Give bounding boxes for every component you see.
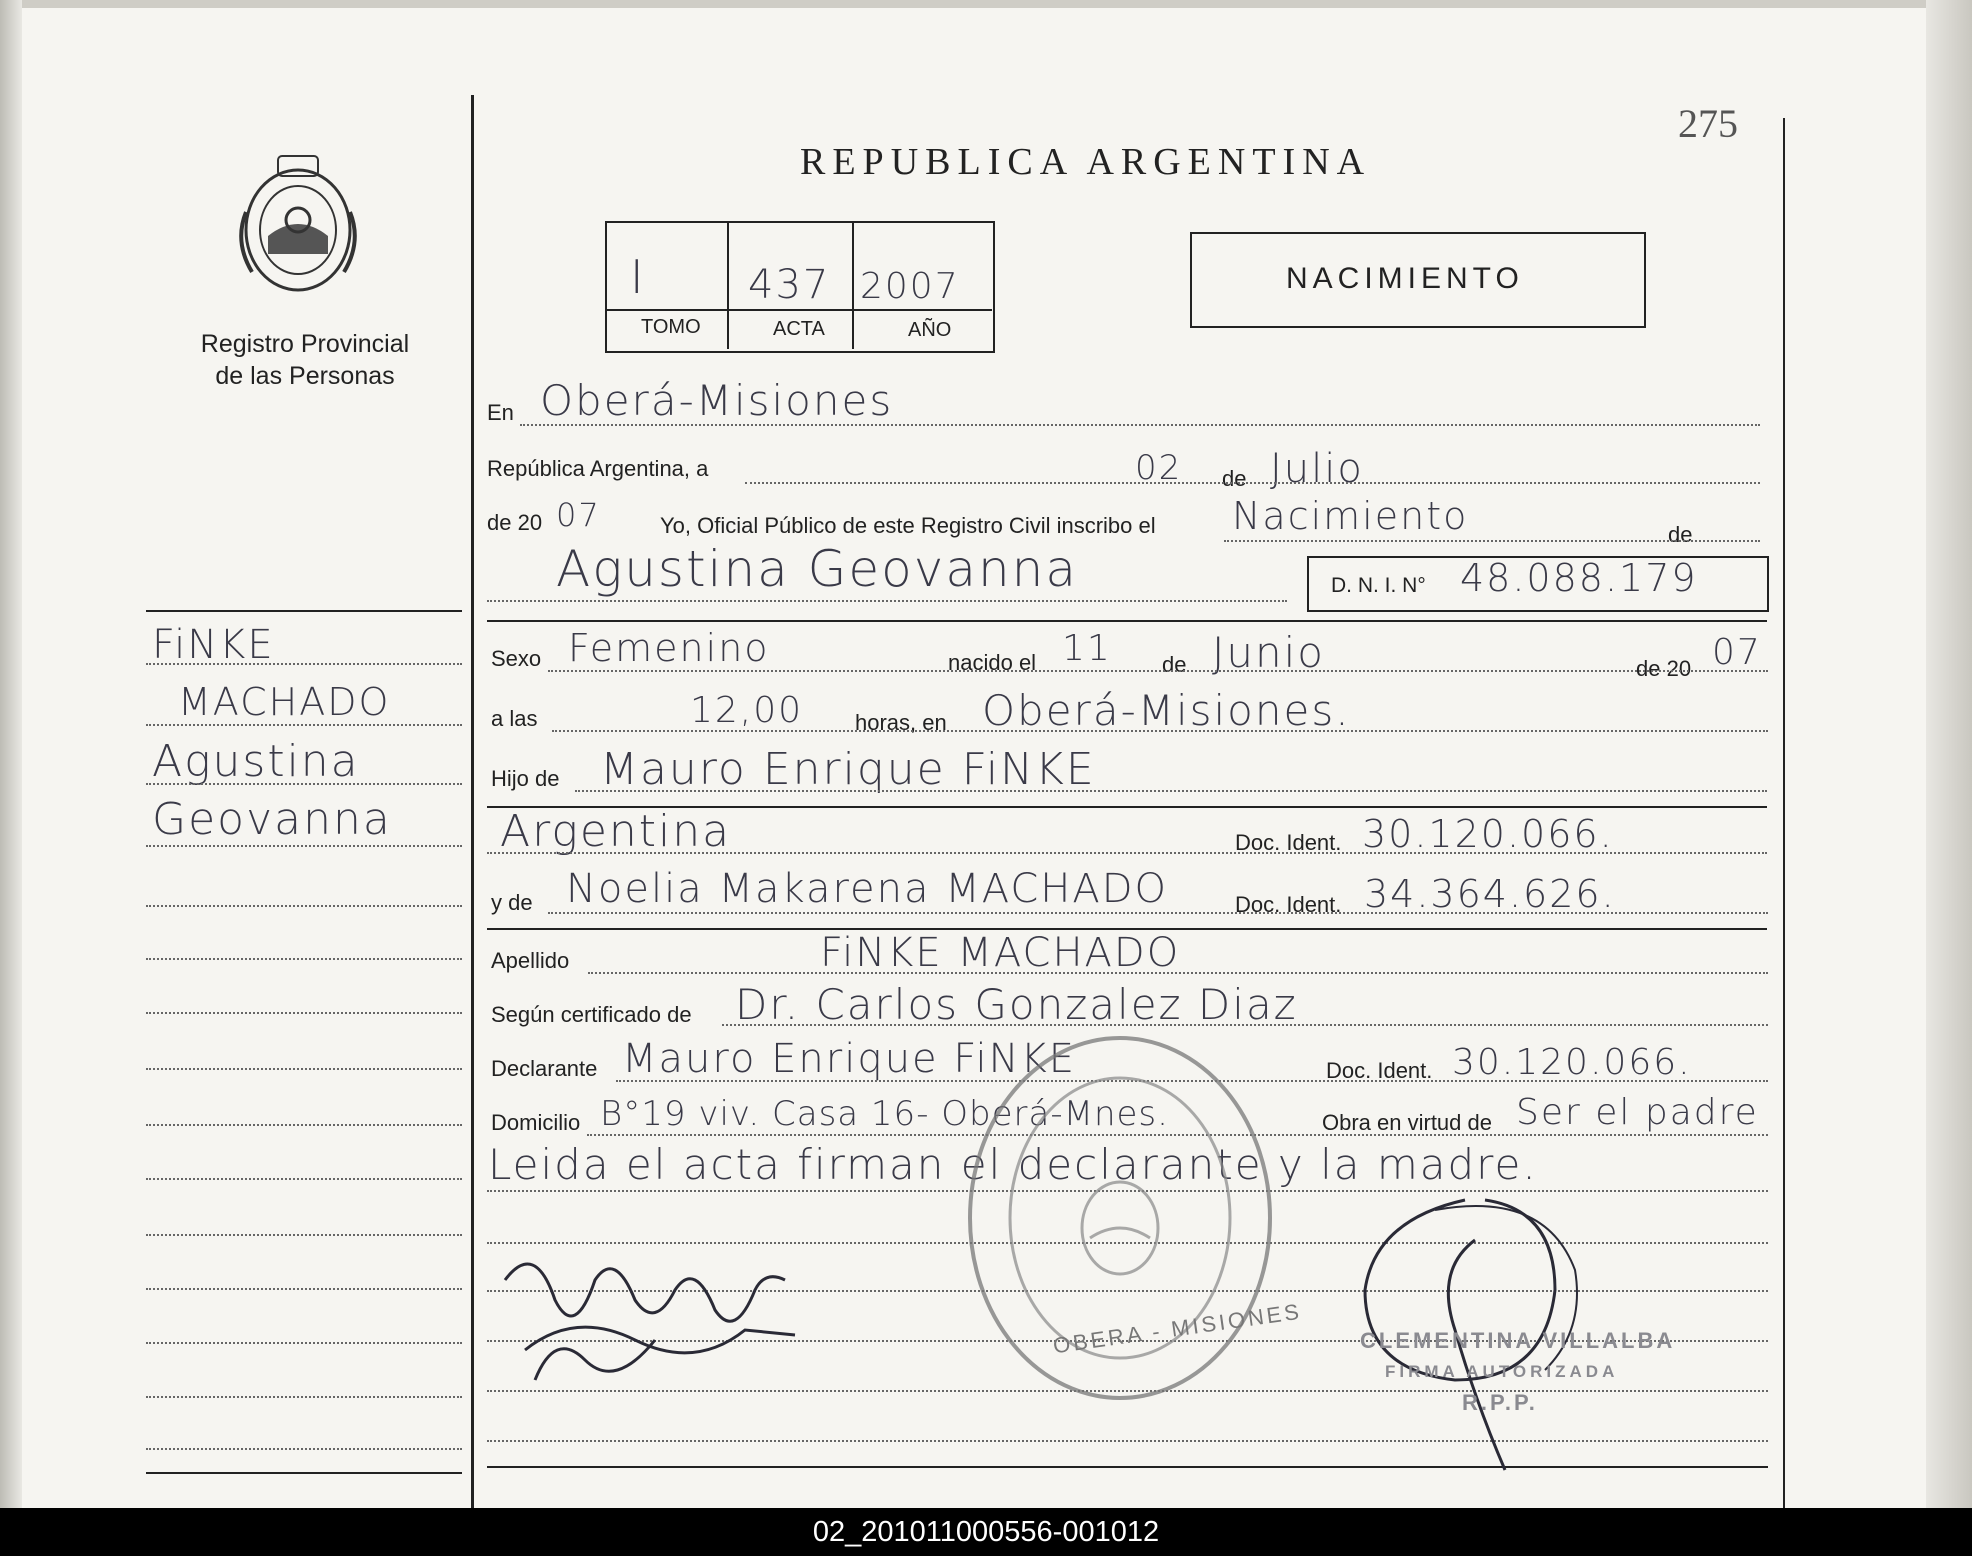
obra-value: Ser el padre — [1516, 1092, 1759, 1133]
margin-line — [146, 1012, 462, 1014]
margin-line — [146, 1124, 462, 1126]
acta-label: ACTA — [773, 318, 825, 340]
form-line — [487, 852, 1767, 854]
padre-doc: 30.120.066. — [1362, 812, 1614, 856]
form-line — [1224, 540, 1760, 542]
form-line — [588, 972, 1768, 974]
tomo-label: TOMO — [641, 316, 701, 338]
margin-line — [146, 724, 462, 726]
day-value: 02 — [1135, 448, 1183, 488]
de20-label: de 20 — [487, 510, 543, 535]
de20-label-2: de 20 — [1636, 656, 1692, 681]
margin-line — [146, 1342, 462, 1344]
certificado-value: Dr. Carlos Gonzalez Diaz — [735, 980, 1298, 1029]
hijo-label: Hijo de — [491, 766, 560, 791]
book-left-edge — [0, 0, 22, 1508]
form-line — [745, 482, 1760, 484]
apellido-label: Apellido — [491, 948, 570, 973]
country-title: REPUBLICA ARGENTINA — [800, 141, 1372, 183]
margin-given-1: Agustina — [152, 736, 360, 787]
anio-value: 2007 — [860, 266, 960, 307]
domicilio-label: Domicilio — [491, 1110, 581, 1135]
obra-label: Obra en virtud de — [1322, 1110, 1492, 1135]
margin-line — [146, 1288, 462, 1290]
month-value: Julio — [1270, 446, 1364, 492]
authorized-name: CLEMENTINA VILLALBA — [1360, 1328, 1676, 1353]
yde-label: y de — [491, 890, 533, 915]
column-divider — [471, 95, 474, 1508]
margin-surname-2: MACHADO — [178, 680, 391, 724]
provincial-seal-icon — [228, 152, 368, 302]
yo-label: Yo, Oficial Público de este Registro Civil inscribo el — [660, 513, 1156, 538]
declarant-signature — [495, 1220, 815, 1400]
declarante-doc: 30.120.066. — [1452, 1042, 1692, 1083]
segun-label: Según certificado de — [491, 1002, 692, 1027]
alas-label: a las — [491, 706, 538, 731]
en-value: Oberá-Misiones — [540, 376, 894, 425]
padre-name: Mauro Enrique FiNKE — [600, 744, 1096, 795]
nacido-label: nacido el — [948, 650, 1037, 675]
lugar-value: Oberá-Misiones. — [982, 686, 1351, 735]
domicilio-value: B°19 viv. Casa 16- Oberá-Mnes. — [600, 1094, 1169, 1134]
margin-given-2: Geovanna — [152, 794, 392, 845]
margin-line — [146, 845, 462, 847]
page-number: 275 — [1678, 101, 1738, 146]
margin-bottom-rule — [146, 1472, 462, 1474]
year-suffix: 07 — [556, 496, 601, 534]
book-right-edge — [1926, 0, 1972, 1508]
margin-line — [146, 905, 462, 907]
margin-line — [146, 783, 462, 785]
tomo-value: I — [630, 250, 646, 304]
form-line — [575, 790, 1767, 792]
authorized-role: FIRMA AUTORIZADA — [1385, 1362, 1619, 1381]
de-label-3: de — [1162, 652, 1187, 677]
de-label-2: de — [1668, 522, 1693, 547]
table-header-line — [607, 309, 992, 311]
registry-name — [160, 328, 450, 392]
margin-line — [146, 958, 462, 960]
acto-value: Nacimiento — [1232, 494, 1469, 538]
acta-value: 437 — [748, 262, 831, 308]
margin-surname-1: FiNKE — [152, 622, 275, 668]
registry-line-2: de las Personas — [215, 362, 395, 390]
doc-label-2: Doc. Ident. — [1235, 892, 1342, 917]
margin-line — [146, 1234, 462, 1236]
sexo-label: Sexo — [491, 646, 542, 671]
form-line — [552, 730, 1768, 732]
madre-doc: 34.364.626. — [1364, 872, 1616, 916]
declarante-name: Mauro Enrique FiNKE — [622, 1036, 1077, 1082]
anio-label: AÑO — [908, 319, 952, 341]
margin-line — [146, 1396, 462, 1398]
margin-line — [146, 1068, 462, 1070]
birth-day: 11 — [1062, 628, 1112, 669]
margin-line — [146, 1178, 462, 1180]
form-line — [520, 424, 1760, 426]
sexo-value: Femenino — [568, 626, 770, 670]
doc-label-3: Doc. Ident. — [1326, 1058, 1433, 1083]
stamp-inner-text: OBERA - MISIONES — [1051, 1298, 1304, 1359]
doc-label: Doc. Ident. — [1235, 830, 1342, 855]
margin-line — [146, 1448, 462, 1450]
margin-line — [146, 663, 462, 665]
section-rule — [487, 620, 1767, 622]
record-type: NACIMIENTO — [1286, 262, 1524, 295]
official-stamp-icon — [960, 1028, 1280, 1408]
page-top-shadow — [0, 0, 1972, 8]
child-name: Agustina Geovanna — [556, 540, 1079, 598]
form-line — [548, 670, 1768, 672]
dni-value: 48.088.179 — [1460, 556, 1698, 600]
birth-year-suffix: 07 — [1712, 632, 1762, 673]
en-label: En — [487, 400, 514, 425]
padre-nacionalidad: Argentina — [500, 806, 732, 857]
closing-statement: Leida el acta firman el declarante y la madre. — [488, 1140, 1538, 1189]
authorized-org: R.P.P. — [1462, 1390, 1538, 1415]
dni-label: D. N. I. N° — [1331, 574, 1426, 597]
table-divider — [727, 223, 729, 349]
birth-month: Junio — [1212, 628, 1325, 677]
footer-code: 02_201011000556-001012 — [0, 1508, 1972, 1556]
republica-label: República Argentina, a — [487, 456, 709, 481]
form-line — [548, 912, 1768, 914]
declarante-label: Declarante — [491, 1056, 598, 1081]
madre-name: Noelia Makarena MACHADO — [566, 866, 1169, 912]
form-line — [722, 1024, 1768, 1026]
table-divider — [852, 223, 854, 349]
hora-value: 12,00 — [690, 690, 804, 731]
margin-top-rule — [146, 610, 462, 612]
apellido-value: FiNKE MACHADO — [820, 930, 1181, 976]
right-border-line — [1783, 118, 1785, 1508]
horas-label: horas, en — [855, 710, 947, 735]
registry-line-1: Registro Provincial — [200, 330, 410, 358]
form-line — [487, 600, 1287, 602]
de-label: de — [1222, 466, 1247, 491]
